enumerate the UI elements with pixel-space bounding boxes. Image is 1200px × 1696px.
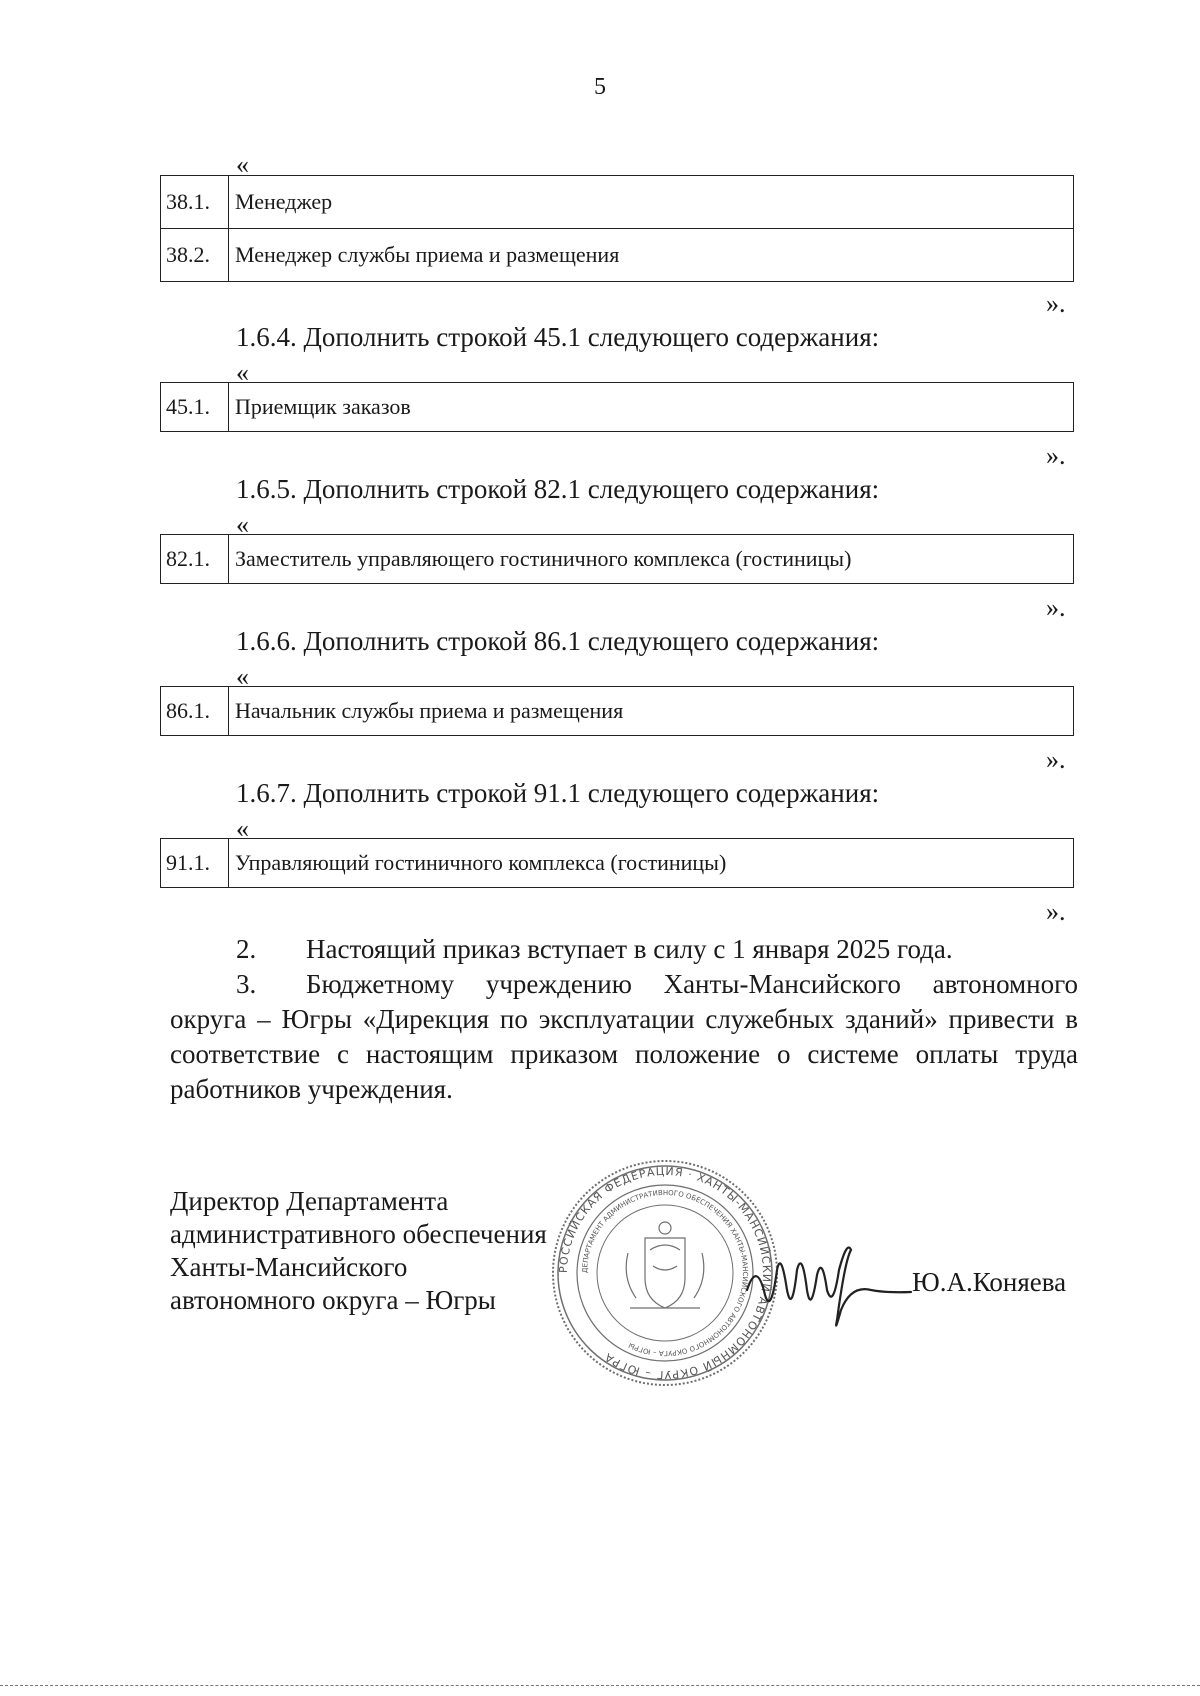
signer-title-line: административного обеспечения (170, 1219, 547, 1249)
table-block-2 (160, 382, 1074, 432)
signer-title-line: автономного округа – Югры (170, 1285, 496, 1315)
table-row (161, 535, 1074, 584)
table-block-5 (160, 838, 1074, 888)
paragraph-text: Настоящий приказ вступает в силу с 1 января 2025 года. (306, 934, 953, 964)
page-number: 5 (594, 74, 606, 100)
seal-outer-text: РОССИЙСКАЯ ФЕДЕРАЦИЯ · ХАНТЫ-МАНСИЙСКИЙ АВТОНОМНЫЙ ОКРУГ – ЮГРА (556, 1164, 774, 1382)
quote-close: ». (1046, 441, 1066, 470)
quote-close: ». (1046, 593, 1066, 622)
quote-open: « (236, 814, 249, 843)
section-heading: 1.6.7. Дополнить строкой 91.1 следующего содержания: (236, 778, 880, 808)
section-heading: 1.6.4. Дополнить строкой 45.1 следующего содержания: (236, 322, 880, 352)
row-text: Управляющий гостиничного комплекса (гостиницы) (229, 839, 1074, 888)
svg-text:ДЕПАРТАМЕНТ АДМИНИСТРАТИВНОГО (581, 1189, 750, 1357)
section-heading: 1.6.5. Дополнить строкой 82.1 следующего содержания: (236, 474, 880, 504)
table-row (161, 687, 1074, 736)
row-number: 86.1. (161, 687, 229, 736)
seal-inner-text: ДЕПАРТАМЕНТ АДМИНИСТРАТИВНОГО ОБЕСПЕЧЕНИЯ ХАНТЫ-МАНСИЙСКОГО АВТОНОМНОГО ОКРУГА – ЮГРЫ (580, 1188, 750, 1358)
quote-open: « (236, 662, 249, 691)
row-text: Менеджер службы приема и размещения (229, 229, 1074, 282)
signer-title-line: Директор Департамента (170, 1186, 449, 1216)
signer-block (170, 1185, 547, 1317)
body-paragraphs (170, 932, 1078, 1107)
signer-title-line: Ханты-Мансийского (170, 1252, 408, 1282)
row-number: 38.1. (161, 176, 229, 229)
table-row (161, 839, 1074, 888)
table-row (161, 383, 1074, 432)
table-row (161, 176, 1074, 229)
paragraph-text: Бюджетному учреждению Ханты-Мансийского автономного округа – Югры «Дирекция по эксплуатации служебных зданий» привести в соответствие с настоящим приказом положение о системе оплаты труда работников учреждения. (170, 969, 1078, 1104)
paragraph-2 (170, 932, 1078, 967)
row-number: 45.1. (161, 383, 229, 432)
paragraph-number: 3. (236, 969, 257, 999)
quote-open: « (236, 510, 249, 539)
row-number: 91.1. (161, 839, 229, 888)
quote-close: ». (1046, 897, 1066, 926)
row-text: Менеджер (229, 176, 1074, 229)
quote-close: ». (1046, 745, 1066, 774)
quote-open: « (236, 358, 249, 387)
table-block-3 (160, 534, 1074, 584)
paragraph-number: 2. (236, 934, 257, 964)
section-heading: 1.6.6. Дополнить строкой 86.1 следующего содержания: (236, 626, 880, 656)
row-number: 82.1. (161, 535, 229, 584)
quote-open: « (236, 150, 249, 179)
row-text: Заместитель управляющего гостиничного комплекса (гостиницы) (229, 535, 1074, 584)
row-number: 38.2. (161, 229, 229, 282)
paragraph-3 (170, 967, 1078, 1107)
table-block-4 (160, 686, 1074, 736)
table-block-1 (160, 175, 1074, 282)
quote-close: ». (1046, 289, 1066, 318)
row-text: Приемщик заказов (229, 383, 1074, 432)
table-row (161, 229, 1074, 282)
page-edge-divider (0, 1685, 1200, 1686)
signee-name: Ю.А.Коняева (912, 1267, 1067, 1297)
row-text: Начальник службы приема и размещения (229, 687, 1074, 736)
